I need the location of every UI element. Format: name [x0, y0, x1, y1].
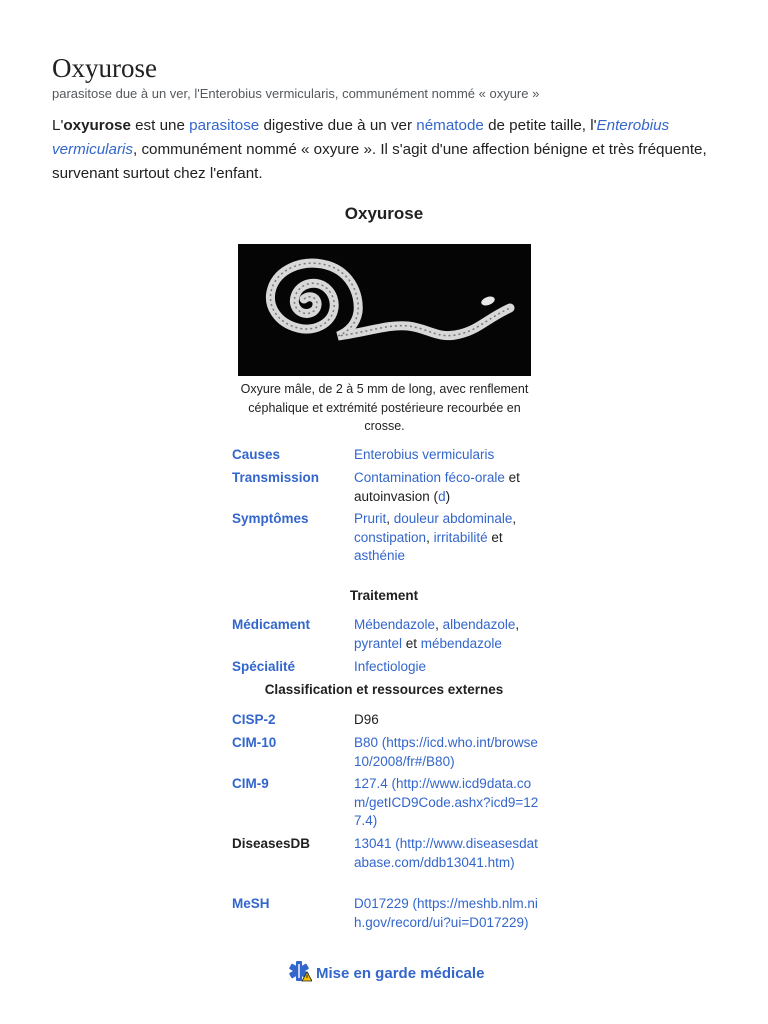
value-text: ,: [386, 511, 394, 526]
value-transmission: [354, 469, 540, 506]
value-cim10[interactable]: B80 (https://icd.who.int/browse10/2008/fr#/B80): [354, 735, 538, 769]
value-mesh[interactable]: D017229 (https://meshb.nlm.nih.gov/record/ui?ui=D017229): [354, 896, 538, 930]
worm-illustration: [238, 244, 531, 376]
intro-text: digestive due à un ver: [259, 117, 417, 134]
label-specialite[interactable]: Spécialité: [232, 659, 296, 674]
value-specialite[interactable]: Infectiologie: [354, 659, 427, 674]
intro-text: de petite taille, l': [483, 117, 597, 134]
value-cim9[interactable]: 127.4 (http://www.icd9data.com/getICD9Code.ashx?icd9=127.4): [354, 776, 539, 828]
value-medicament: [354, 616, 540, 653]
label-cim10[interactable]: CIM-10: [232, 735, 277, 750]
medical-warning-link[interactable]: [288, 960, 484, 986]
value-diseasesdb[interactable]: 13041 (http://www.diseasesdatabase.com/ddb13041.htm): [354, 836, 538, 870]
link-contamination[interactable]: Contamination féco-orale: [354, 470, 505, 485]
medical-warning-icon: [288, 960, 312, 986]
link-douleur-abdominale[interactable]: douleur abdominale: [393, 511, 513, 526]
intro-text: , communément nommé « oxyure ». Il s'agit d'une affection bénigne et très fréquente, survenant surtout chez l'enfant.: [52, 141, 707, 182]
link-mebendazole[interactable]: Mébendazole: [354, 617, 436, 632]
section-classification: Classification et ressources externes: [264, 682, 504, 697]
link-nematode[interactable]: nématode: [416, 117, 484, 134]
page-title: Oxyurose: [52, 53, 157, 83]
page-subtitle: parasitose due à un ver, l'Enterobius vermicularis, communément nommé « oxyure »: [52, 86, 540, 101]
link-asthenie[interactable]: asthénie: [354, 548, 406, 563]
value-causes[interactable]: Enterobius vermicularis: [354, 447, 495, 462]
link-albendazole[interactable]: albendazole: [442, 617, 516, 632]
infobox: [228, 200, 540, 930]
link-mebendazole-2[interactable]: mébendazole: [420, 635, 502, 651]
label-mesh[interactable]: MeSH: [232, 896, 270, 911]
medical-warning-label: Mise en garde médicale: [316, 965, 485, 982]
value-text: ,: [426, 529, 434, 545]
worm-image[interactable]: [238, 244, 531, 376]
infobox-title: Oxyurose: [344, 204, 424, 223]
value-text: et autoinvasion (: [354, 470, 520, 504]
value-text: et: [402, 635, 421, 651]
value-text: et: [487, 529, 503, 545]
value-text: ): [445, 488, 451, 504]
link-pyrantel[interactable]: pyrantel: [354, 635, 403, 651]
link-enterobius[interactable]: Enterobius vermicularis: [52, 117, 670, 158]
label-symptomes[interactable]: Symptômes: [232, 511, 309, 526]
value-text: ,: [512, 511, 517, 526]
value-text: ,: [435, 617, 443, 632]
link-parasitose[interactable]: parasitose: [189, 117, 260, 134]
section-traitement: Traitement: [349, 588, 419, 603]
label-cim9[interactable]: CIM-9: [232, 776, 269, 791]
label-medicament[interactable]: Médicament: [232, 617, 311, 632]
label-cisp2[interactable]: CISP-2: [232, 712, 276, 727]
value-symptomes: [354, 510, 540, 566]
label-diseasesdb: DiseasesDB: [232, 836, 311, 851]
intro-text: est une: [130, 117, 190, 134]
link-prurit[interactable]: Prurit: [354, 511, 387, 526]
intro-paragraph: [52, 114, 732, 186]
intro-bold-term: oxyurose: [63, 117, 131, 134]
intro-text: L': [52, 117, 64, 134]
image-caption: Oxyure mâle, de 2 à 5 mm de long, avec renflement céphalique et extrémité postérieure recourbée en crosse.: [240, 382, 529, 433]
value-cisp2: D96: [354, 712, 379, 727]
value-text: ,: [515, 617, 520, 632]
link-irritabilite[interactable]: irritabilité: [433, 529, 488, 545]
link-constipation[interactable]: constipation: [354, 529, 427, 545]
label-transmission[interactable]: Transmission: [232, 470, 320, 485]
link-d[interactable]: d: [438, 488, 446, 504]
label-causes[interactable]: Causes: [232, 447, 281, 462]
